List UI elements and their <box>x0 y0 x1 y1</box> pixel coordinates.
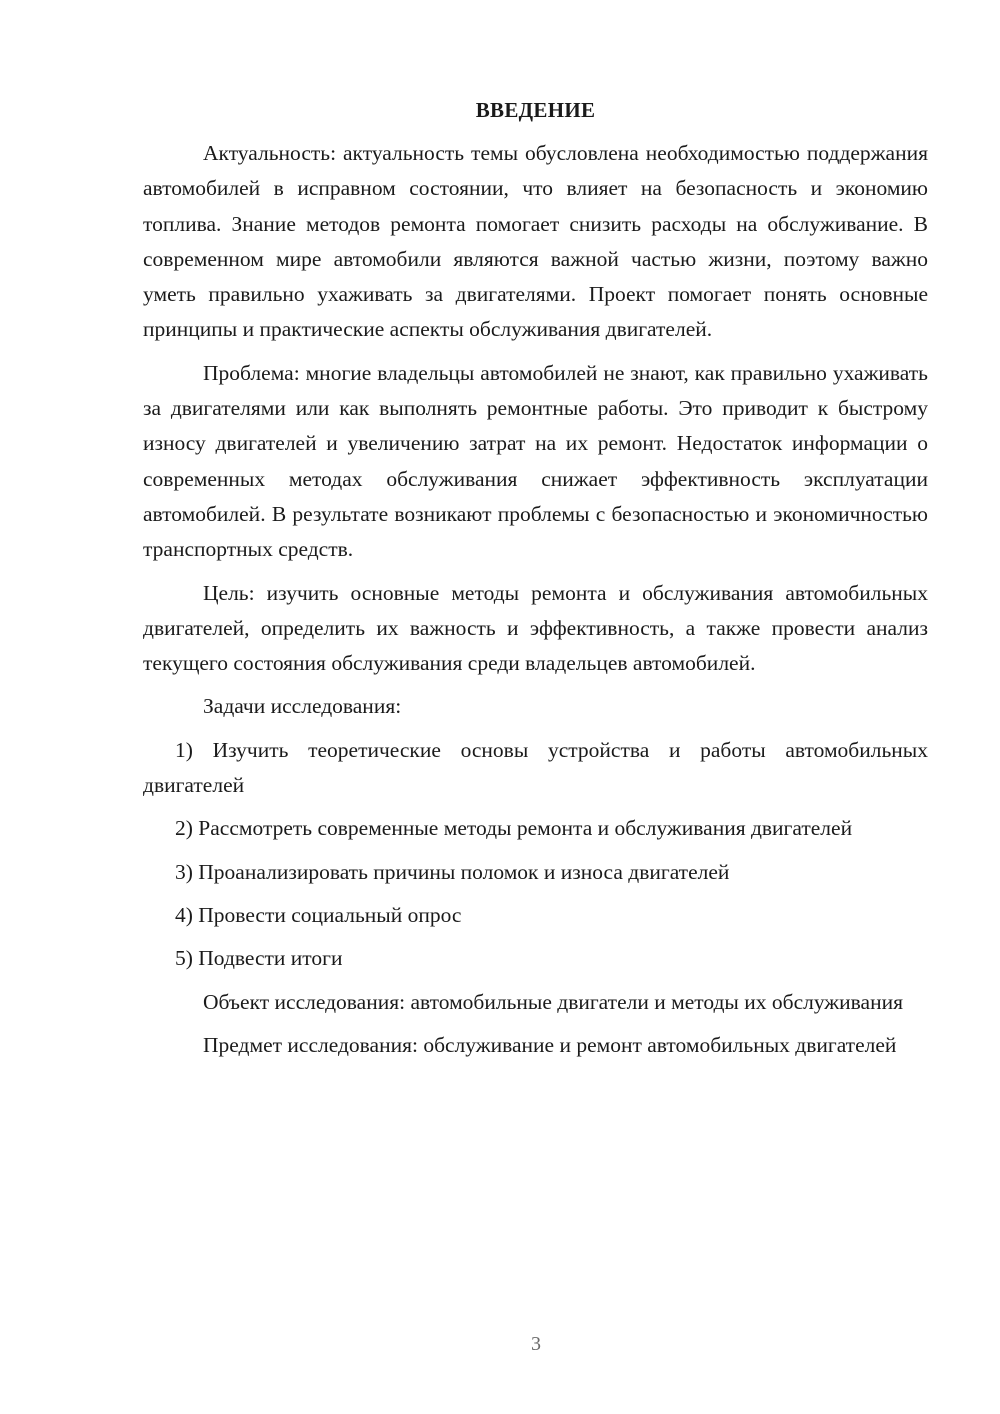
task-item-4: 4) Провести социальный опрос <box>175 902 462 927</box>
page-title: ВВЕДЕНИЕ <box>475 98 596 122</box>
document-body <box>143 93 928 1071</box>
task-item-3: 3) Проанализировать причины поломок и износа двигателей <box>175 859 730 884</box>
research-subject-paragraph: Предмет исследования: обслуживание и ремонт автомобильных двигателей <box>203 1032 897 1057</box>
research-object-paragraph: Объект исследования: автомобильные двигатели и методы их обслуживания <box>203 989 903 1014</box>
task-item-2: 2) Рассмотреть современные методы ремонта и обслуживания двигателей <box>175 816 853 841</box>
page-number: 3 <box>531 1333 541 1355</box>
goal-paragraph: Цель: изучить основные методы ремонта и обслуживания автомобильных двигателей, определить их важность и эффективность, а также провести анализ текущего состояния обслуживания среди владельцев автомобилей. <box>143 580 928 676</box>
problem-paragraph: Проблема: многие владельцы автомобилей не знают, как правильно ухаживать за двигателями или как выполнять ремонтные работы. Это приводит к быстрому износу двигателей и увеличению затрат на их ремонт. Недостаток информации о современных методах обслуживания снижает эффективность эксплуатации автомобилей. В результате возникают проблемы с безопасностью и экономичностью транспортных средств. <box>143 360 928 562</box>
task-item-1: 1) Изучить теоретические основы устройства и работы автомобильных двигателей <box>143 737 928 798</box>
tasks-heading: Задачи исследования: <box>203 694 402 719</box>
task-item-5: 5) Подвести итоги <box>175 946 343 971</box>
relevance-paragraph: Актуальность: актуальность темы обусловлена необходимостью поддержания автомобилей в исправном состоянии, что влияет на безопасность и экономию топлива. Знание методов ремонта помогает снизить расходы на обслуживание. В современном мире автомобили являются важной частью жизни, поэтому важно уметь правильно ухаживать за двигателями. Проект помогает понять основные принципы и практические аспекты обслуживания двигателей. <box>143 141 928 342</box>
